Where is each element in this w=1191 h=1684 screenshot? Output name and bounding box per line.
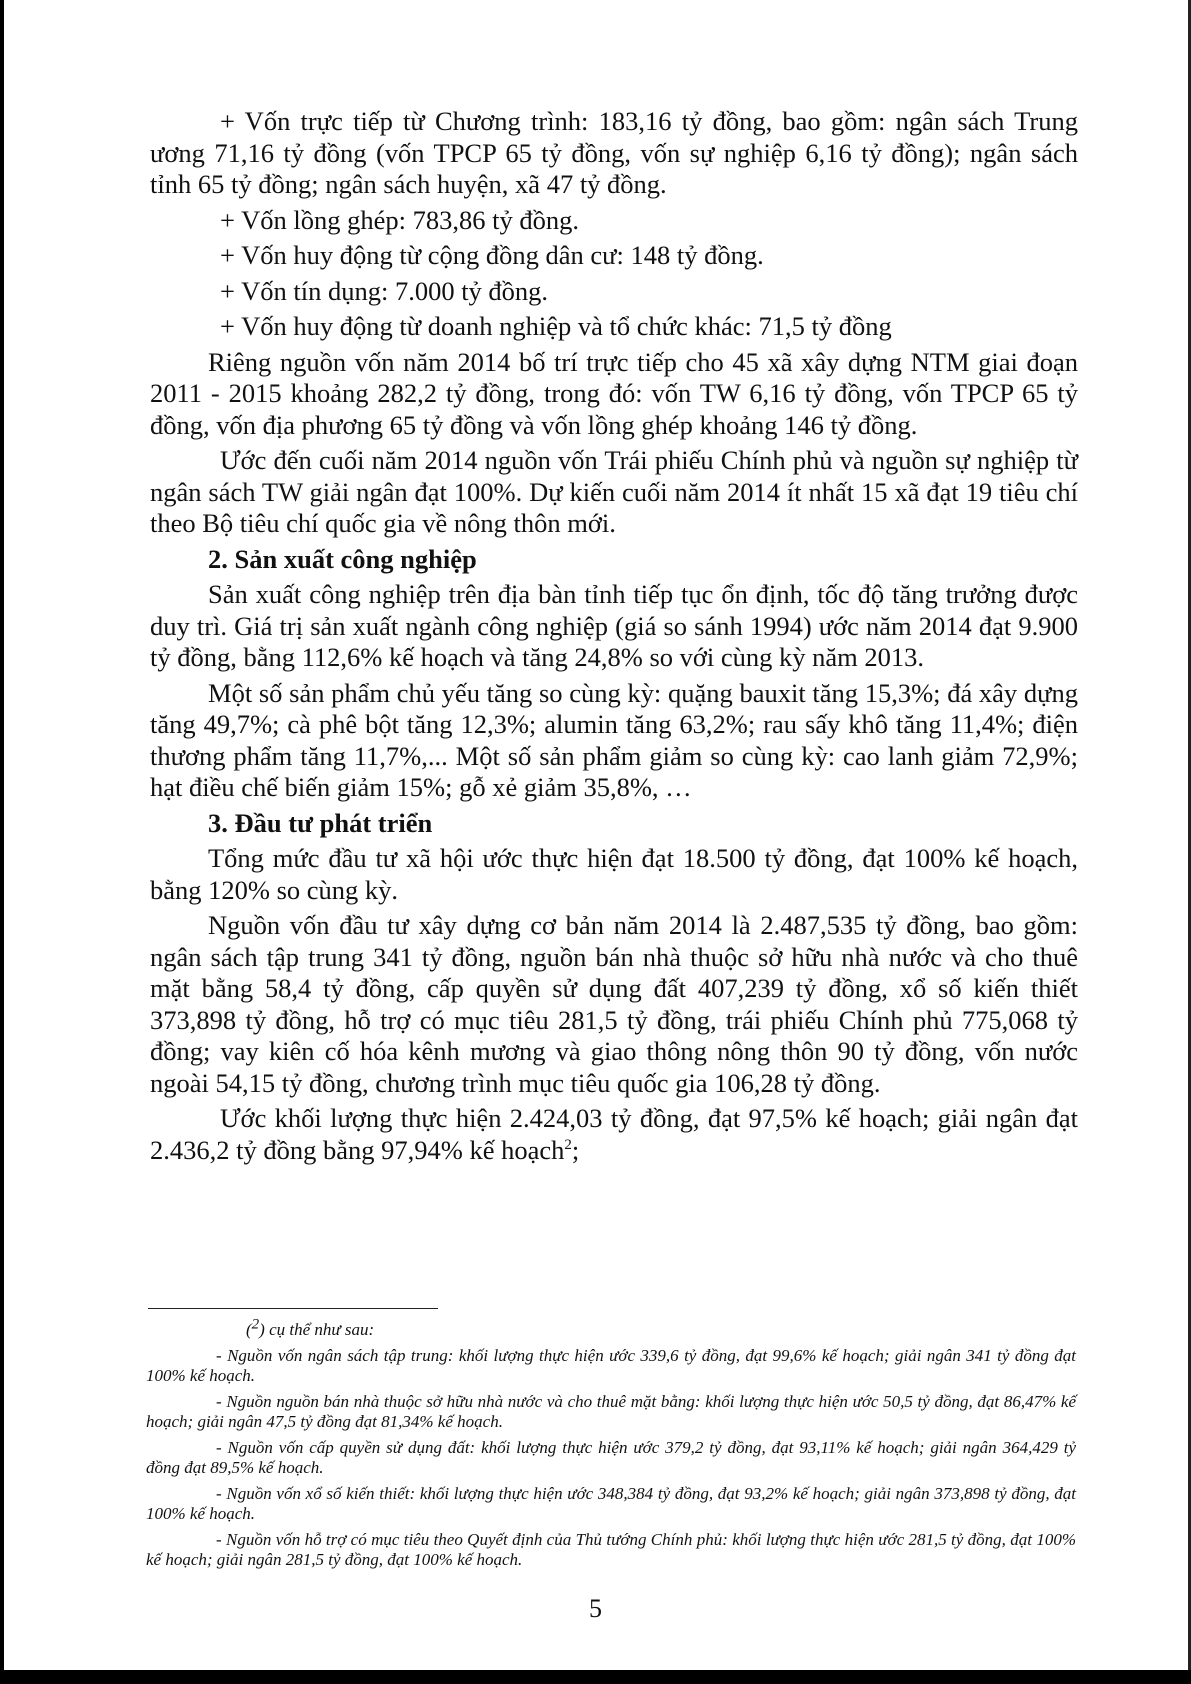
scan-left-edge: [0, 0, 4, 1684]
paragraph-industry-production: Sản xuất công nghiệp trên địa bàn tỉnh tiếp tục ổn định, tốc độ tăng trưởng được duy trì. Giá trị sản xuất ngành công nghiệp (giá so sánh 1994) ước năm 2014 đạt 9.900 tỷ đồng, bằng 112,6% kế hoạch và tăng 24,8% so với cùng kỳ năm 2013.: [150, 579, 1078, 672]
scan-bottom-edge: [0, 1670, 1191, 1684]
footnote-paren: (: [246, 1320, 252, 1339]
disbursement-text: Ước khối lượng thực hiện 2.424,03 tỷ đồng, đạt 97,5% kế hoạch; giải ngân đạt 2.436,2 tỷ đồng bằng 97,94% kế hoạch: [150, 1103, 1078, 1165]
paragraph-disbursement: [150, 1103, 1078, 1166]
body-text: [150, 106, 1078, 1166]
footnote-heading-text: ) cụ thể như sau:: [259, 1320, 375, 1339]
footnote-item: - Nguồn vốn cấp quyền sử dụng đất: khối lượng thực hiện ước 379,2 tỷ đồng, đạt 93,11% kế hoạch; giải ngân 364,429 tỷ đồng đạt 89,5% kế hoạch.: [146, 1438, 1076, 1477]
paragraph-direct-capital: + Vốn trực tiếp từ Chương trình: 183,16 tỷ đồng, bao gồm: ngân sách Trung ương 71,16 tỷ đồng (vốn TPCP 65 tỷ đồng, vốn sự nghiệp 6,16 tỷ đồng); ngân sách tỉnh 65 tỷ đồng; ngân sách huyện, xã 47 tỷ đồng.: [150, 106, 1078, 199]
paragraph-estimate-end-2014: Ước đến cuối năm 2014 nguồn vốn Trái phiếu Chính phủ và nguồn sự nghiệp từ ngân sách TW giải ngân đạt 100%. Dự kiến cuối năm 2014 ít nhất 15 xã đạt 19 tiêu chí theo Bộ tiêu chí quốc gia về nông thôn mới.: [150, 445, 1078, 538]
footnote-item: - Nguồn vốn hỗ trợ có mục tiêu theo Quyết định của Thủ tướng Chính phủ: khối lượng thực hiện ước 281,5 tỷ đồng, đạt 100% kế hoạch; giải ngân 281,5 tỷ đồng, đạt 100% kế hoạch.: [146, 1530, 1076, 1569]
paragraph-enterprise-capital: + Vốn huy động từ doanh nghiệp và tổ chức khác: 71,5 tỷ đồng: [220, 311, 892, 341]
footnote-separator: [148, 1308, 438, 1309]
footnote-reference: 2: [564, 1136, 572, 1153]
section-heading-industry: 2. Sản xuất công nghiệp: [208, 543, 477, 574]
paragraph-total-investment: Tổng mức đầu tư xã hội ước thực hiện đạt 18.500 tỷ đồng, đạt 100% kế hoạch, bằng 120% so cùng kỳ.: [150, 843, 1078, 905]
paragraph-credit-capital: + Vốn tín dụng: 7.000 tỷ đồng.: [220, 275, 549, 306]
paragraph-main-products: Một số sản phẩm chủ yếu tăng so cùng kỳ: quặng bauxit tăng 15,3%; đá xây dựng tăng 49,7%; cà phê bột tăng 12,3%; alumin tăng 63,2%; rau sấy khô tăng 11,4%; điện thương phẩm tăng 11,7%,... Một số sản phẩm giảm so cùng kỳ: cao lanh giảm 72,9%; hạt điều chế biến giảm 15%; gỗ xẻ giảm 35,8%, …: [150, 677, 1078, 802]
footnote-item: - Nguồn nguồn bán nhà thuộc sở hữu nhà nước và cho thuê mặt bằng: khối lượng thực hiện ước 50,5 tỷ đồng, đạt 86,47% kế hoạch; giải ngân 47,5 tỷ đồng đạt 81,34% kế hoạch.: [146, 1392, 1076, 1431]
section-heading-investment: 3. Đầu tư phát triển: [208, 807, 433, 838]
paragraph-community-capital: + Vốn huy động từ cộng đồng dân cư: 148 tỷ đồng.: [220, 240, 764, 270]
footnote-item: - Nguồn vốn xổ số kiến thiết: khối lượng thực hiện ước 348,384 tỷ đồng, đạt 93,2% kế hoạch; giải ngân 373,898 tỷ đồng, đạt 100% kế hoạch.: [146, 1484, 1076, 1523]
footnote-item: - Nguồn vốn ngân sách tập trung: khối lượng thực hiện ước 339,6 tỷ đồng, đạt 99,6% kế hoạch; giải ngân 341 tỷ đồng đạt 100% kế hoạch.: [146, 1346, 1076, 1385]
paragraph-construction-capital: Nguồn vốn đầu tư xây dựng cơ bản năm 2014 là 2.487,535 tỷ đồng, bao gồm: ngân sách tập trung 341 tỷ đồng, nguồn bán nhà thuộc sở hữu nhà nước và cho thuê mặt bằng 58,4 tỷ đồng, cấp quyền sử dụng đất 407,239 tỷ đồng, xổ số kiến thiết 373,898 tỷ đồng, hỗ trợ có mục tiêu 281,5 tỷ đồng, trái phiếu Chính phủ 775,068 tỷ đồng; vay kiên cố hóa kênh mương và giao thông nông thôn 90 tỷ đồng, vốn nước ngoài 54,15 tỷ đồng, chương trình mục tiêu quốc gia 106,28 tỷ đồng.: [150, 910, 1078, 1098]
paragraph-2014-capital: Riêng nguồn vốn năm 2014 bố trí trực tiếp cho 45 xã xây dựng NTM giai đoạn 2011 - 2015 khoảng 282,2 tỷ đồng, trong đó: vốn TW 6,16 tỷ đồng, vốn TPCP 65 tỷ đồng, vốn địa phương 65 tỷ đồng và vốn lồng ghép khoảng 146 tỷ đồng.: [150, 346, 1078, 440]
footnote-heading: [146, 1316, 1076, 1340]
footnotes: [146, 1316, 1076, 1570]
footnote-marker: 2: [251, 1316, 260, 1333]
disbursement-end: ;: [571, 1134, 580, 1165]
paragraph-integrated-capital: + Vốn lồng ghép: 783,86 tỷ đồng.: [220, 204, 579, 235]
page-number: 5: [589, 1594, 602, 1623]
